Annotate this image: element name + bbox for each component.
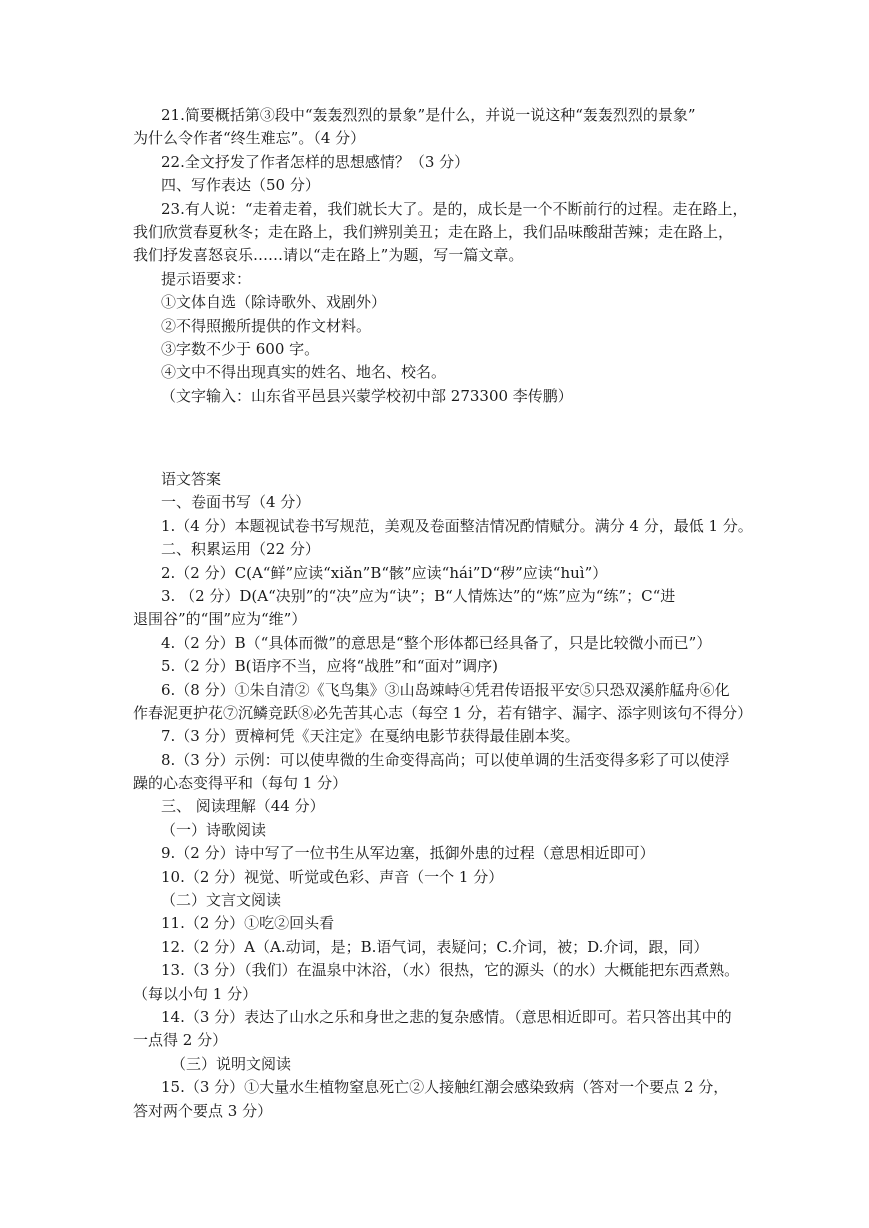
questions-section [133, 104, 748, 408]
tip-2: ②不得照搬所提供的作文材料。 [161, 316, 372, 335]
answer-9: 9.（2 分）诗中写了一位书生从军边塞，抵御外患的过程（意思相近即可） [161, 844, 655, 863]
tips-title: 提示语要求： [161, 269, 252, 288]
answer-5: 5.（2 分）B(语序不当，应将“战胜”和“面对”调序) [161, 657, 499, 676]
answer-6-line-1: 6.（8 分）①朱自清②《飞鸟集》③山岛竦峙④凭君传语报平安⑤只恐双溪舴艋舟⑥化 [161, 680, 730, 699]
question-23-line-3: 我们抒发喜怒哀乐……请以“走在路上”为题，写一篇文章。 [133, 246, 524, 265]
answer-1: 1.（4 分）本题视试卷书写规范，美观及卷面整洁情况酌情赋分。满分 4 分，最低 1 分。 [161, 516, 753, 535]
answer-8-line-2: 躁的心态变得平和（每句 1 分） [133, 774, 348, 793]
question-21-line-2: 为什么令作者“终生难忘”。（4 分） [133, 129, 366, 148]
question-23-line-2: 我们欣赏春夏秋冬；走在路上，我们辨别美丑；走在路上，我们品味酸甜苦辣；走在路上， [133, 222, 734, 241]
answers-section-2-heading: 二、积累运用（22 分） [161, 540, 320, 559]
answer-15-line-2: 答对两个要点 3 分） [133, 1101, 273, 1120]
poetry-reading-heading: （一）诗歌阅读 [161, 820, 267, 839]
answer-12: 12.（2 分）A（A.动词，是；B.语气词，表疑问；C.介词，被；D.介词，跟，同） [161, 937, 709, 956]
tip-4: ④文中不得出现真实的姓名、地名、校名。 [161, 363, 447, 382]
expository-reading-heading: （三）说明文阅读 [171, 1054, 292, 1073]
answer-13-line-1: 13.（3 分）（我们）在温泉中沐浴，（水）很热，它的源头（的水）大概能把东西煮熟。 [161, 961, 740, 980]
section-writing-heading: 四、写作表达（50 分） [161, 176, 320, 195]
answer-6-line-2: 作春泥更护花⑦沉鳞竞跃⑧必先苦其心志（每空 1 分，若有错字、漏字、添字则该句不得分） [133, 703, 753, 722]
answer-4: 4.（2 分）B（“具体而微”的意思是“整个形体都已经具备了，只是比较微小而已”） [161, 633, 712, 652]
question-21-line-1: 21.简要概括第③段中“轰轰烈烈的景象”是什么，并说一说这种“轰轰烈烈的景象” [161, 106, 696, 124]
answer-15-line-1: 15.（3 分）①大量水生植物窒息死亡②人接触红潮会感染致病（答对一个要点 2 分， [161, 1078, 729, 1097]
tip-1: ①文体自选（除诗歌外、戏剧外） [161, 293, 387, 312]
question-23-line-1: 23.有人说：“走着走着，我们就长大了。是的，成长是一个不断前行的过程。走在路上， [161, 199, 748, 218]
question-22: 22.全文抒发了作者怎样的思想感情？（3 分） [161, 152, 470, 171]
answer-11: 11.（2 分）①吃②回头看 [161, 914, 335, 933]
answer-8-line-1: 8.（3 分）示例：可以使卑微的生命变得高尚；可以使单调的生活变得多彩了可以使浮 [161, 750, 730, 769]
answer-14-line-2: 一点得 2 分） [133, 1031, 228, 1050]
answer-3-line-2: 退围谷”的“围”应为“维”） [133, 610, 307, 629]
tip-3: ③字数不少于 600 字。 [161, 339, 320, 358]
answers-section [133, 468, 753, 1123]
answer-3-line-1: 3. （2 分）D(A“决别”的“决”应为“诀”；B“人情炼达”的“炼”应为“练”；C“进 [161, 586, 676, 605]
answer-14-line-1: 14.（3 分）表达了山水之乐和身世之悲的复杂感情。（意思相近即可。若只答出其中的 [161, 1007, 732, 1026]
credit-line: （文字输入：山东省平邑县兴蒙学校初中部 273300 李传鹏） [161, 386, 573, 405]
answer-10: 10.（2 分）视觉、听觉或色彩、声音（一个 1 分） [161, 867, 504, 886]
answers-title: 语文答案 [161, 470, 222, 488]
answer-2: 2.（2 分）C(A“鲜”应读“xiǎn”B“骸”应读“hái”D“秽”应读“huì”） [161, 563, 608, 582]
answer-13-line-2: （每以小句 1 分） [133, 984, 258, 1003]
answer-7: 7.（3 分）贾樟柯凭《天注定》在戛纳电影节获得最佳剧本奖。 [161, 727, 580, 746]
classical-reading-heading: （二）文言文阅读 [161, 891, 282, 910]
answers-section-3-heading: 三、 阅读理解（44 分） [161, 797, 325, 816]
answers-section-1-heading: 一、卷面书写（4 分） [161, 493, 311, 512]
